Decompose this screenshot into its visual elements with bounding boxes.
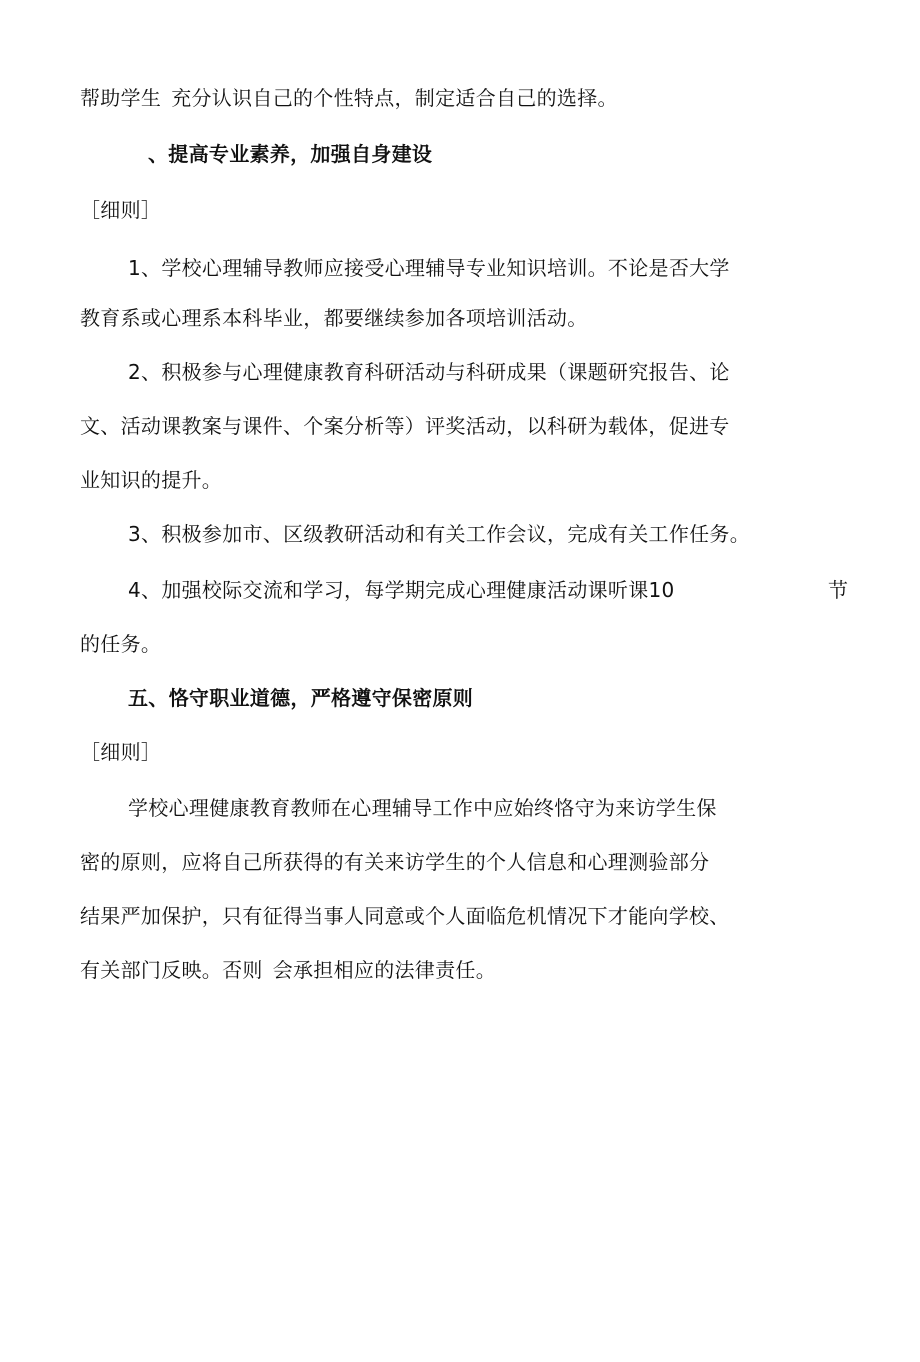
section-heading: 、提高专业素养，加强自身建设 [148,142,433,166]
paragraph-line [80,956,496,984]
list-item-line: 1、学校心理辅导教师应接受心理辅导专业知识培训。不论是否大学 [128,256,730,280]
list-item-line: 3、积极参加市、区级教研活动和有关工作会议，完成有关工作任务。 [128,522,751,546]
paragraph-line: 密的原则，应将自己所获得的有关来访学生的个人信息和心理测验部分 [80,850,710,874]
list-item-line: 4、加强校际交流和学习，每学期完成心理健康活动课听课10 [128,578,675,602]
section-heading: 五、恪守职业道德，严格遵守保密原则 [128,686,474,710]
detail-label: ［细则］ [80,198,162,222]
paragraph-line [80,84,618,112]
paragraph-line: 结果严加保护，只有征得当事人同意或个人面临危机情况下才能向学校、 [80,904,730,928]
paragraph-line: 学校心理健康教育教师在心理辅导工作中应始终恪守为来访学生保 [128,796,717,820]
list-item-line: 文、活动课教案与课件、个案分析等）评奖活动，以科研为载体，促进专 [80,414,730,438]
text-fragment: 充分认识自己的个性特点，制定适合自己的选择。 [171,86,618,110]
list-item-line: 教育系或心理系本科毕业，都要继续参加各项培训活动。 [80,306,588,330]
list-item-line: 的任务。 [80,632,162,656]
list-item-line: 业知识的提升。 [80,468,223,492]
detail-label: ［细则］ [80,740,162,764]
list-item-line: 2、积极参与心理健康教育科研活动与科研成果（课题研究报告、论 [128,360,730,384]
text-fragment: 会承担相应的法律责任。 [272,958,497,982]
text-fragment: 帮助学生 [80,86,162,110]
list-item-line: 节 [828,578,849,602]
text-fragment: 有关部门反映。否则 [80,958,263,982]
